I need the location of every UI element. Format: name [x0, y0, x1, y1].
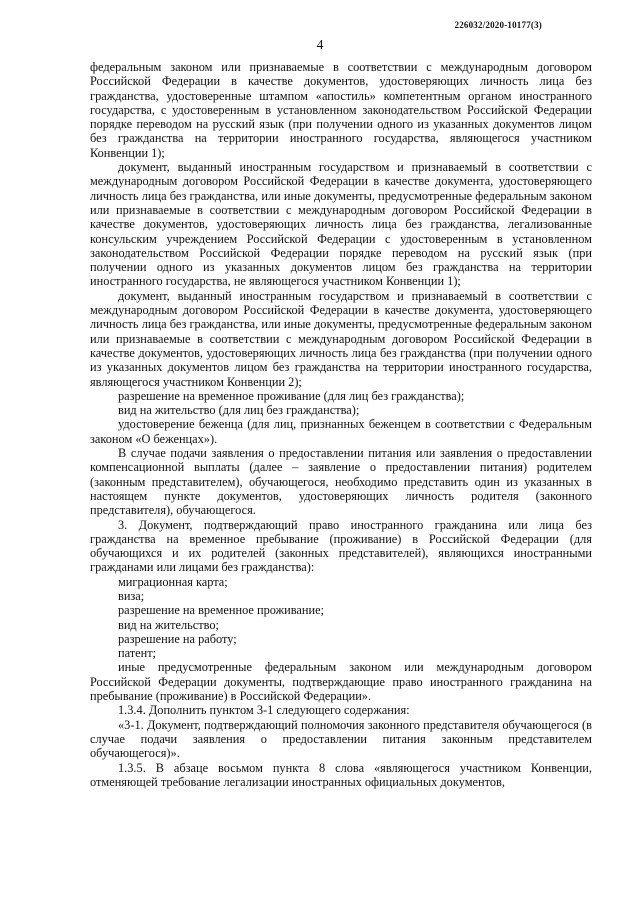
paragraph: 1.3.5. В абзаце восьмом пункта 8 слова «являющегося участником Конвенции, отменяющей требование легализации иностранных официальных документов, [90, 760, 592, 789]
list-item: 1.3.4. Дополнить пунктом 3-1 следующего содержания: [118, 703, 410, 718]
paragraph: 3. Документ, подтверждающий право иностранного гражданина или лица без гражданства на временное пребывание (проживание) в Российской Федерации (для обучающихся и их родителей (законных представителей), являющихся иностранными гражданами или лицами без гражданства): [90, 517, 592, 575]
list-item: вид на жительство; [118, 617, 219, 632]
paragraph: иные предусмотренные федеральным законом или международным договором Российской Федерации документы, подтверждающие право иностранного гражданина на пребывание (проживание) в Российской Федерации». [90, 660, 592, 704]
list-item: патент; [118, 646, 157, 661]
paragraph: документ, выданный иностранным государством и признаваемый в соответствии с международным договором Российской Федерации в качестве документа, удостоверяющего личность лица без гражданства, или иные документы, предусмотренные федеральным законом или признаваемые в соответствии с международным договором Российской Федерации в качестве документов, удостоверяющих личность лица без гражданства (при получении одного из указанных документов лицом без гражданства на территории иностранного государства, являющегося участником Конвенции 2); [90, 288, 592, 389]
list-item: миграционная карта; [118, 574, 228, 589]
document-body [90, 60, 592, 789]
paragraph: удостоверение беженца (для лиц, признанных беженцем в соответствии с Федеральным законом «О беженцах»). [90, 417, 592, 446]
paragraph: федеральным законом или признаваемые в соответствии с международным договором Российской Федерации в качестве документов, удостоверяющих личность лица без гражданства, удостоверенные штампом «апостиль» компетентным органом иностранного государства, с удостоверенным в установленном законодательством Российской Федерации порядке переводом на русский язык (при получении одного из указанных документов лицом без гражданства на территории иностранного государства, являющегося участником Конвенции 1); [90, 60, 592, 160]
paragraph: «3-1. Документ, подтверждающий полномочия законного представителя обучающегося (в случае подачи заявления о предоставлении питания законным представителем обучающегося)». [90, 717, 592, 761]
list-item: разрешение на временное проживание; [118, 603, 325, 618]
paragraph: документ, выданный иностранным государством и признаваемый в соответствии с международным договором Российской Федерации в качестве документа, удостоверяющего личность лица без гражданства, или иные документы, предусмотренные федеральным законом или признаваемые в соответствии с международным договором Российской Федерации в качестве документов, удостоверяющих личность лица без гражданства, легализованные консульским учреждением Российской Федерации с удостоверенным в установленном законодательством Российской Федерации порядке переводом на русский язык (при получении одного из указанных документов лицом без гражданства на территории иностранного государства, не являющегося участником Конвенции 1); [90, 160, 592, 289]
list-item: разрешение на временное проживание (для лиц без гражданства); [118, 388, 465, 403]
paragraph: В случае подачи заявления о предоставлении питания или заявления о предоставлении компенсационной выплаты (далее – заявление о предоставлении питания) родителем (законным представителем), обучающегося, необходимо представить один из указанных в настоящем пункте документов, удостоверяющих личность родителя (законного представителя), обучающегося. [90, 446, 592, 518]
list-item: вид на жительство (для лиц без гражданства); [118, 403, 360, 418]
document-registration-number: 226032/2020-10177(3) [454, 20, 542, 30]
page-number: 4 [316, 37, 324, 52]
list-item: разрешение на работу; [118, 631, 237, 646]
list-item: виза; [118, 588, 145, 603]
